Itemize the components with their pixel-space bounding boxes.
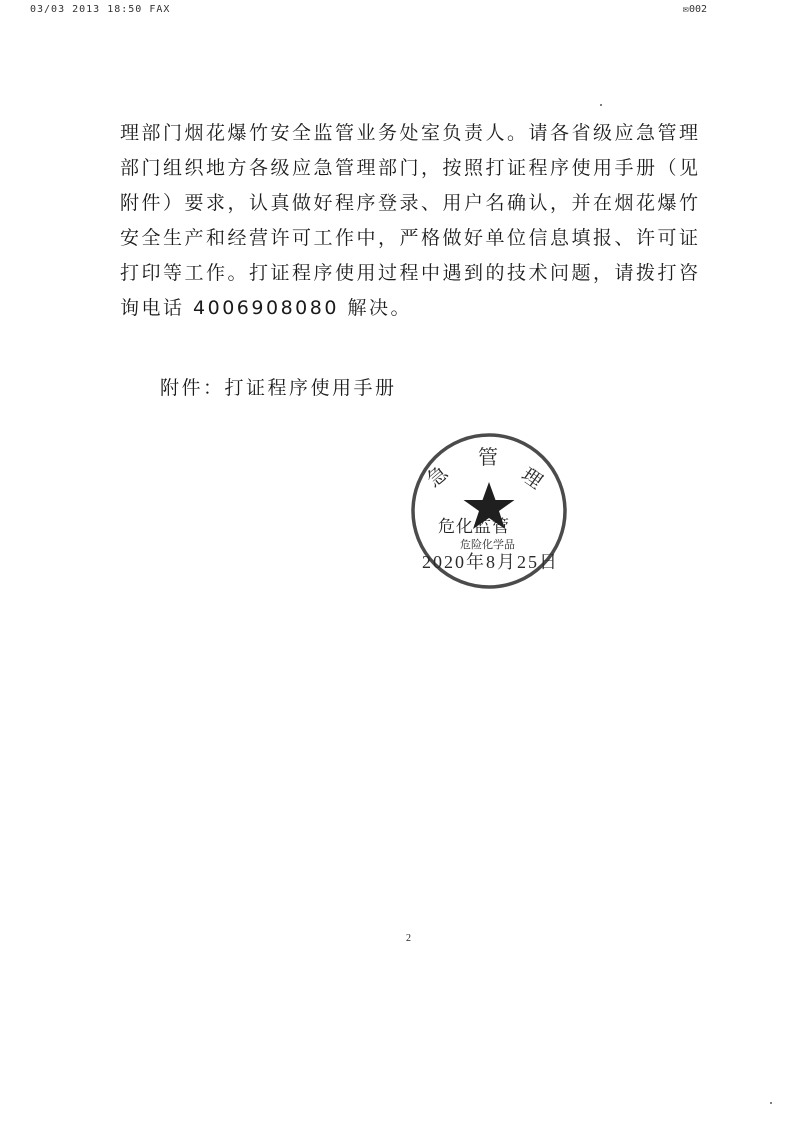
body-line: 询电话 4006908080 解决。	[120, 297, 412, 319]
seal-inner-text: 危化监管	[438, 517, 510, 537]
fax-header-datetime: 03/03 2013 18:50 FAX	[30, 4, 171, 15]
body-line: 打印等工作。打证程序使用过程中遇到的技术问题，请拨打咨	[120, 262, 701, 284]
body-line: 理部门烟花爆竹安全监管业务处室负责人。请各省级应急管理	[120, 122, 701, 144]
body-paragraph	[120, 116, 701, 326]
scan-speck	[600, 104, 602, 106]
scan-speck	[770, 1102, 772, 1104]
document-date: 2020年8月25日	[422, 552, 559, 572]
seal-arc-char: 急	[421, 460, 453, 492]
fax-page-marker	[683, 4, 707, 15]
body-line: 附件）要求，认真做好程序登录、用户名确认，并在烟花爆竹	[120, 192, 701, 214]
page-number: 2	[406, 933, 411, 944]
seal-arc-char: 管	[478, 445, 498, 469]
seal-arc-char: 理	[517, 462, 548, 494]
body-line: 部门组织地方各级应急管理部门，按照打证程序使用手册（见	[120, 157, 701, 179]
seal-lower-text: 危险化学品	[460, 538, 515, 551]
attachment-note: 附件：打证程序使用手册	[160, 377, 397, 399]
body-line: 安全生产和经营许可工作中，严格做好单位信息填报、许可证	[120, 227, 701, 249]
fax-page-number: 002	[688, 4, 707, 15]
fax-mailbox-icon: ✉	[682, 4, 689, 15]
